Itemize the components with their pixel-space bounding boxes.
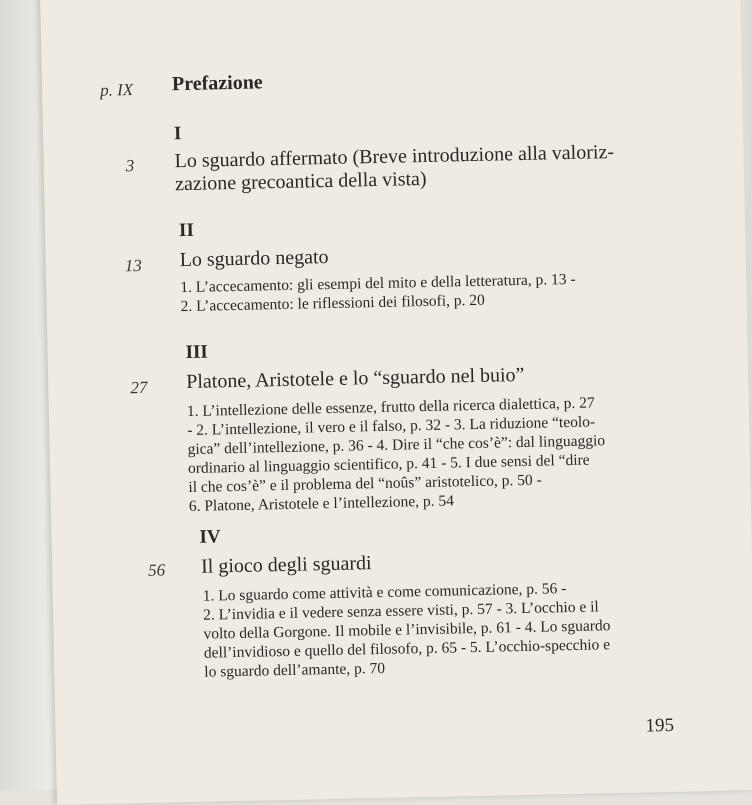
chapter-1-title-line: Lo sguardo affermato (Breve introduzione alla valoriz-: [174, 141, 615, 173]
chapter-3-subsection-line: 1. L’intellezione delle essenze, frutto della ricerca dialettica, p. 27: [186, 394, 595, 421]
chapter-4-subsection-line: lo sguardo dell’amante, p. 70: [204, 659, 386, 681]
chapter-4-numeral: IV: [199, 526, 221, 548]
chapter-4-page-ref: 56: [147, 560, 166, 580]
chapter-2-title-line: Lo sguardo negato: [179, 246, 329, 272]
chapter-2-subsection-line: 2. L’accecamento: le riflessioni dei filosofi, p. 20: [180, 291, 485, 316]
chapter-3-title-line: Platone, Aristotele e lo “sguardo nel buio”: [186, 363, 525, 394]
book-page: [40, 0, 752, 805]
chapter-3-numeral: III: [185, 341, 209, 364]
prefazione-page-ref: p. IX: [99, 80, 134, 100]
chapter-4-subsection-line: 1. Lo sguardo come attività e come comunicazione, p. 56 -: [202, 580, 567, 605]
chapter-2-page-ref: 13: [124, 255, 142, 276]
chapter-4-subsection-line: 2. L’invidia e il vedere senza essere visti, p. 57 - 3. L’occhio e il: [202, 598, 599, 624]
chapter-4-subsections: [203, 578, 612, 682]
chapter-4-subsection-line: dell’invidioso e quello del filosofo, p. 65 - 5. L’occhio-specchio e: [203, 636, 611, 662]
chapter-4-title-line: Il gioco degli sguardi: [200, 552, 372, 578]
chapter-3-subsection-line: 6. Platone, Aristotele e l’intellezione, p. 54: [188, 492, 455, 515]
chapter-3-subsection-line: gica” dell’intellezione, p. 36 - 4. Dire il “che cos’è”: dal linguaggio: [187, 432, 606, 459]
chapter-3-subsection-line: - 2. L’intellezione, il vero e il falso, p. 32 - 3. La riduzione “teolo-: [187, 413, 596, 440]
chapter-4-title: [201, 552, 372, 579]
chapter-1-title: [174, 141, 614, 196]
chapter-2-title: [179, 246, 328, 272]
chapter-4-subsection-line: volto della Gorgone. Il mobile e l’invisibile, p. 61 - 4. Lo sguardo: [203, 617, 611, 643]
chapter-3-title: [186, 364, 525, 394]
chapter-1-page-ref: 3: [125, 156, 135, 176]
chapter-3-page-ref: 27: [130, 377, 148, 398]
chapter-2-subsections: [180, 270, 576, 316]
chapter-1-numeral: I: [173, 123, 182, 145]
chapter-3-subsections: [187, 393, 607, 516]
chapter-3-subsection-line: ordinario al linguaggio scientifico, p. 41 - 5. I due sensi del “dire: [187, 451, 590, 478]
chapter-3-subsection-line: il che cos’è” e il problema del “noûs” aristotelico, p. 50 -: [188, 471, 542, 496]
chapter-2-subsection-line: 1. L’accecamento: gli esempi del mito e della letteratura, p. 13 -: [180, 270, 576, 297]
page-number: 195: [645, 714, 675, 737]
chapter-1-title-line: zazione grecoantica della vista): [174, 167, 427, 196]
prefazione-title: Prefazione: [171, 71, 263, 96]
chapter-2-numeral: II: [178, 219, 195, 242]
